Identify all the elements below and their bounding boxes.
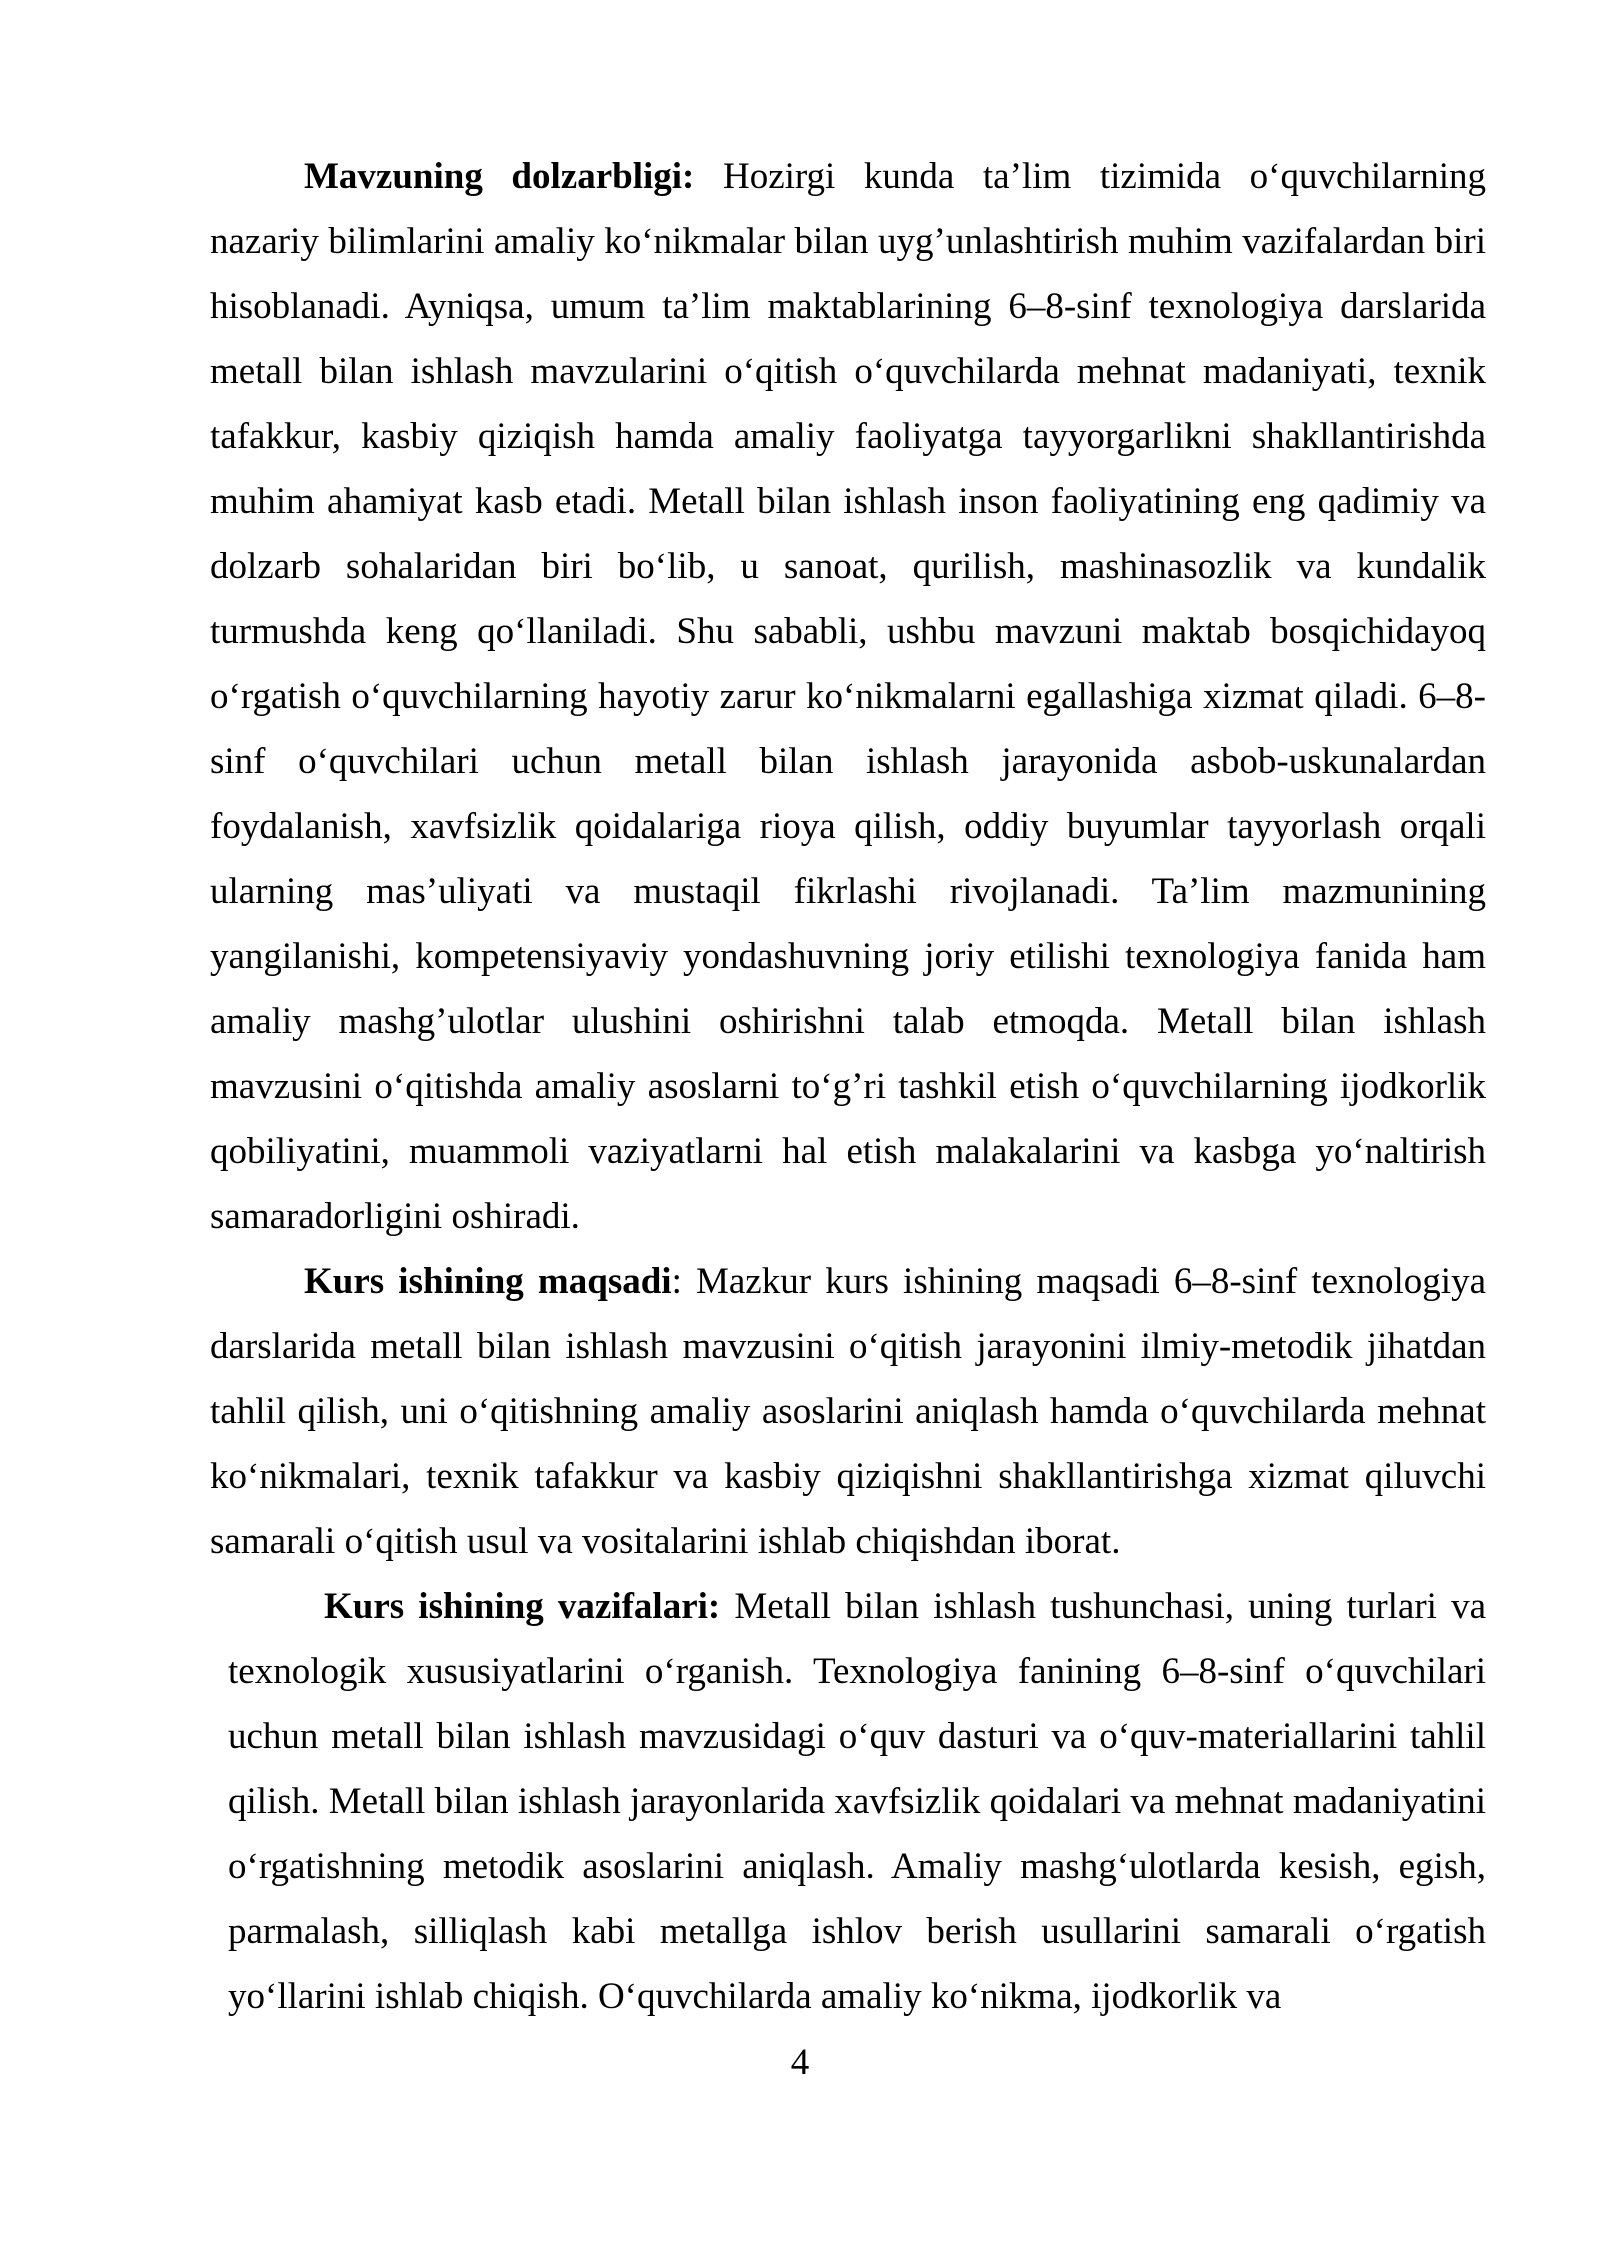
paragraph-text: : Mazkur kurs ishining maqsadi 6–8-sinf texnologiya darslarida metall bilan ishlash mavzusini o‘qitish jarayonini ilmiy-metodik jihatdan tahlil qilish, uni o‘qitishning amaliy asoslarini aniqlash hamda o‘quvchilarda mehnat ko‘nikmalari, texnik tafakkur va kasbiy qiziqishni shakllantirishga xizmat qiluvchi samarali o‘qitish usul va vositalarini ishlab chiqishdan iborat. <box>210 1261 1486 1562</box>
paragraph-tasks <box>228 1574 1486 2029</box>
paragraph-text: Hozirgi kunda ta’lim tizimida o‘quvchilarning nazariy bilimlarini amaliy ko‘nikmalar bilan uyg’unlashtirish muhim vazifalardan biri hisoblanadi. Ayniqsa, umum ta’lim maktablarining 6–8-sinf texnologiya darslarida metall bilan ishlash mavzularini o‘qitish o‘quvchilarda mehnat madaniyati, texnik tafakkur, kasbiy qiziqish hamda amaliy faoliyatga tayyorgarlikni shakllantirishda muhim ahamiyat kasb etadi. Metall bilan ishlash inson faoliyatining eng qadimiy va dolzarb sohalaridan biri bo‘lib, u sanoat, qurilish, mashinasozlik va kundalik turmushda keng qo‘llaniladi. Shu sababli, ushbu mavzuni maktab bosqichidayoq o‘rgatish o‘quvchilarning hayotiy zarur ko‘nikmalarni egallashiga xizmat qiladi. 6–8-sinf o‘quvchilari uchun metall bilan ishlash jarayonida asbob-uskunalardan foydalanish, xavfsizlik qoidalariga rioya qilish, oddiy buyumlar tayyorlash orqali ularning mas’uliyati va mustaqil fikrlashi rivojlanadi. Ta’lim mazmunining yangilanishi, kompetensiyaviy yondashuvning joriy etilishi texnologiya fanida ham amaliy mashg’ulotlar ulushini oshirishni talab etmoqda. Metall bilan ishlash mavzusini o‘qitishda amaliy asoslarni to‘g’ri tashkil etish o‘quvchilarning ijodkorlik qobiliyatini, muammoli vaziyatlarni hal etish malakalarini va kasbga yo‘naltirish samaradorligini oshiradi. <box>210 156 1486 1237</box>
paragraph-relevance <box>210 144 1486 1249</box>
heading-tasks: Kurs ishining vazifalari: <box>324 1586 721 1627</box>
page-number: 4 <box>790 2042 810 2083</box>
paragraph-goal <box>210 1249 1486 1574</box>
heading-relevance: Mavzuning dolzarbligi: <box>304 156 695 197</box>
heading-goal: Kurs ishining maqsadi <box>304 1261 672 1302</box>
paragraph-text: Metall bilan ishlash tushunchasi, uning turlari va texnologik xususiyatlarini o‘rganish. Texnologiya fanining 6–8-sinf o‘quvchilari uchun metall bilan ishlash mavzusidagi o‘quv dasturi va o‘quv-materiallarini tahlil qilish. Metall bilan ishlash jarayonlarida xavfsizlik qoidalari va mehnat madaniyatini o‘rgatishning metodik asoslarini aniqlash. Amaliy mashg‘ulotlarda kesish, egish, parmalash, silliqlash kabi metallga ishlov berish usullarini samarali o‘rgatish yo‘llarini ishlab chiqish. O‘quvchilarda amaliy ko‘nikma, ijodkorlik va <box>228 1586 1487 2017</box>
